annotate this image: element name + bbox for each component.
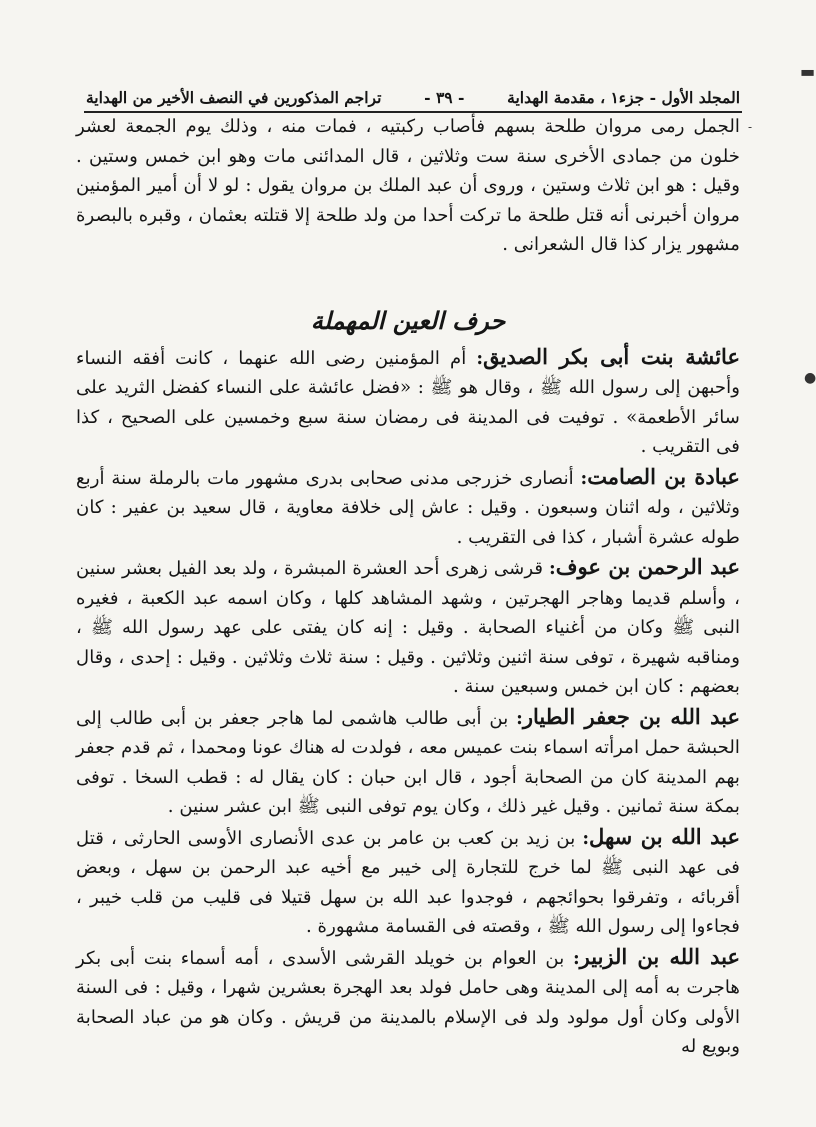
page-body bbox=[76, 112, 740, 1062]
header-chapter-title: تراجم المذكورين في النصف الأخير من الهداية bbox=[86, 88, 382, 108]
margin-edge-mark: ▬ bbox=[800, 62, 816, 81]
entry-abdullah-sahl: عبد الله بن سهل: بن زيد بن كعب بن عامر بن عدى الأنصارى الأوسى الحارثى ، قتل فى عهد النبى ﷺ لما خرج للتجارة إلى خيبر مع أخيه عبد الرحمن بن سهل ، وبعض أقربائه ، وتفرقوا بحوائجهم ، فوجدوا عبد الله بن سهل قتيلا فى قليب من قلب خيبر ، فجاءوا إلى رسول الله ﷺ ، وقصته فى القسامة مشهورة . bbox=[76, 823, 740, 937]
entry-name: عبادة بن الصامت bbox=[587, 463, 740, 489]
margin-tick-mark: - bbox=[748, 120, 753, 134]
entry-aisha: عائشة بنت أبى بكر الصديق: أم المؤمنين رضى الله عنهما ، كانت أفقه النساء وأحبهن إلى رسول الله ﷺ ، وقال هو ﷺ : «فضل عائشة على النساء كفضل الثريد على سائر الأطعمة» . توفيت فى المدينة فى رمضان سنة سبع وخمسين على الصحيح ، كذا فى التقريب . bbox=[76, 343, 740, 457]
entry-text: بن العوام بن خويلد القرشى الأسدى ، أمه أسماء بنت أبى بكر هاجرت به أمه إلى المدينة وهى حامل فولد بعد الهجرة بعشرين شهرا ، وقيل : فى السنة الأولى وكان أول مولود ولد فى الإسلام بالمدينة من قريش . وكان هو من عباد الصحابة وبويع له bbox=[76, 947, 740, 1057]
header-volume: المجلد الأول - جزء١ ، مقدمة الهداية bbox=[507, 88, 740, 108]
section-title: حرف العين المهملة bbox=[310, 305, 506, 335]
running-header bbox=[86, 64, 740, 108]
entry-abdullah-zubair: عبد الله بن الزبير: بن العوام بن خويلد القرشى الأسدى ، أمه أسماء بنت أبى بكر هاجرت به أمه إلى المدينة وهى حامل فولد بعد الهجرة بعشرين شهرا ، وقيل : فى السنة الأولى وكان أول مولود ولد فى الإسلام بالمدينة من قريش . وكان هو من عباد الصحابة وبويع له bbox=[76, 943, 740, 1057]
margin-edge-dot: ● bbox=[804, 370, 816, 386]
entry-text: أم المؤمنين رضى الله عنهما ، كانت أفقه النساء وأحبهن إلى رسول الله ﷺ ، وقال هو ﷺ : «فضل عائشة على النساء كفضل الثريد على سائر الأطعمة» . توفيت فى المدينة فى رمضان سنة سبع وخمسين على الصحيح ، كذا فى التقريب . bbox=[76, 347, 740, 457]
entry-name: عائشة بنت أبى بكر الصديق bbox=[483, 343, 740, 369]
entry-abdullah-jafar: عبد الله بن جعفر الطيار: بن أبى طالب هاشمى لما هاجر جعفر بن أبى طالب إلى الحبشة حمل امرأته اسماء بنت عميس معه ، فولدت له هناك عونا ومحمدا ، ثم قدم جعفر بهم المدينة كان من الصحابة أجود ، قال ابن حبان : كان يقال له : قطب السخا . توفى بمكة سنة ثمانين . وقيل غير ذلك ، وكان يوم توفى النبى ﷺ ابن عشر سنين . bbox=[76, 703, 740, 817]
entry-name: عبد الله بن الزبير bbox=[579, 943, 740, 969]
entry-name: عبد الرحمن بن عوف bbox=[555, 554, 741, 579]
entry-ubada: عبادة بن الصامت: أنصارى خزرجى مدنى صحابى بدرى مشهور مات بالرملة سنة أربع وثلاثين ، وله اثنان وسبعون . وقيل : عاش إلى خلافة معاوية ، قال سعيد بن عفير : كان طوله عشرة أشبار ، كذا فى التقريب . bbox=[76, 463, 740, 548]
entry-text: قرشى زهرى أحد العشرة المبشرة ، ولد بعد الفيل بعشر سنين ، وأسلم قديما وهاجر الهجرتين ، وشهد المشاهد كلها ، وكان اسمه عبد الكعبة ، فغيره النبى ﷺ وكان من أغنياء الصحابة . وقيل : إنه كان يفتى على عهد رسول الله ﷺ ، ومناقبه شهيرة ، توفى سنة اثنين وثلاثين . وقيل : سنة ثلاث وثلاثين . وقيل : إحدى ، وقال بعضهم : كان ابن خمس وسبعين سنة . bbox=[76, 558, 740, 697]
header-page-number: - ٣٩ - bbox=[424, 88, 465, 108]
entry-name: عبد الله بن سهل bbox=[589, 823, 740, 849]
intro-paragraph: الجمل رمى مروان طلحة بسهم فأصاب ركبتيه ، فمات منه ، وذلك يوم الجمعة لعشر خلون من جمادى الأخرى سنة ست وثلاثين ، قال المدائنى مات وهو ابن خمس وستين . وقيل : هو ابن ثلاث وستين ، وروى أن عبد الملك بن مروان يقول : لو لا أن أمير المؤمنين مروان أخبرنى أنه قتل طلحة ما تركت أحدا من ولد طلحة إلا قتلته بعثمان ، وقبره بالبصرة مشهور يزار كذا قال الشعرانى . bbox=[76, 116, 740, 255]
entry-text: أنصارى خزرجى مدنى صحابى بدرى مشهور مات بالرملة سنة أربع وثلاثين ، وله اثنان وسبعون . وقيل : عاش إلى خلافة معاوية ، قال سعيد بن عفير : كان طوله عشرة أشبار ، كذا فى التقريب . bbox=[76, 467, 740, 548]
entry-text: بن أبى طالب هاشمى لما هاجر جعفر بن أبى طالب إلى الحبشة حمل امرأته اسماء بنت عميس معه ، فولدت له هناك عونا ومحمدا ، ثم قدم جعفر بهم المدينة كان من الصحابة أجود ، قال ابن حبان : كان يقال له : قطب السخا . توفى بمكة سنة ثمانين . وقيل غير ذلك ، وكان يوم توفى النبى ﷺ ابن عشر سنين . bbox=[76, 707, 740, 817]
entry-abdulrahman: عبد الرحمن بن عوف: قرشى زهرى أحد العشرة المبشرة ، ولد بعد الفيل بعشر سنين ، وأسلم قديما وهاجر الهجرتين ، وشهد المشاهد كلها ، وكان اسمه عبد الكعبة ، فغيره النبى ﷺ وكان من أغنياء الصحابة . وقيل : إنه كان يفتى على عهد رسول الله ﷺ ، ومناقبه شهيرة ، توفى سنة اثنين وثلاثين . وقيل : سنة ثلاث وثلاثين . وقيل : إحدى ، وقال بعضهم : كان ابن خمس وسبعين سنة . bbox=[76, 554, 741, 697]
entry-name: عبد الله بن جعفر الطيار bbox=[522, 703, 740, 729]
entry-text: بن زيد بن كعب بن عامر بن عدى الأنصارى الأوسى الحارثى ، قتل فى عهد النبى ﷺ لما خرج للتجارة إلى خيبر مع أخيه عبد الرحمن بن سهل ، وبعض أقربائه ، وتفرقوا بحوائجهم ، فوجدوا عبد الله بن سهل قتيلا فى قليب من قلب خيبر ، فجاءوا إلى رسول الله ﷺ ، وقصته فى القسامة مشهورة . bbox=[76, 827, 740, 937]
